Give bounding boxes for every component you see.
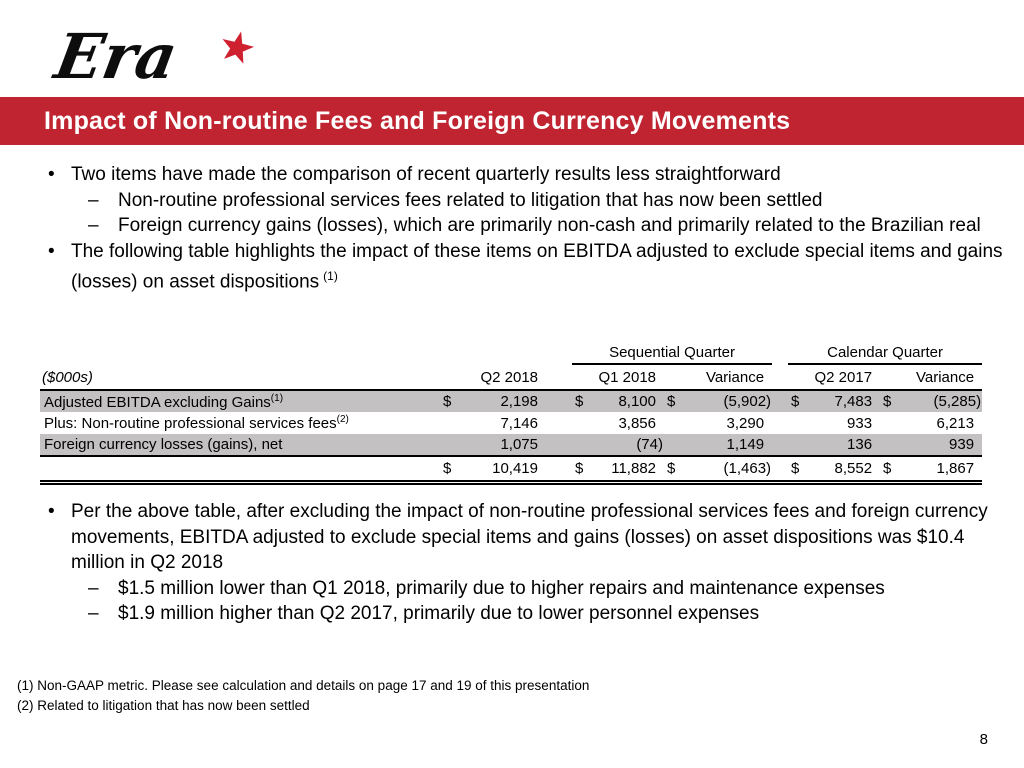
sub-bullet-text: $1.9 million higher than Q2 2017, primarily due to lower personnel expenses	[118, 603, 760, 624]
value-q2-2017: 7,483	[812, 390, 880, 412]
table-cell-empty	[546, 434, 572, 456]
dollar-sign: $	[880, 390, 896, 412]
value-variance-seq: 1,149	[680, 434, 772, 456]
bullet-text-body: The following table highlights the impact of these items on EBITDA adjusted to exclude special items and gains (losses) on asset dispositions	[71, 240, 1003, 293]
total-q2-2018: 10,419	[466, 456, 546, 482]
era-logo-text: Era	[49, 19, 183, 93]
bullet-item	[40, 239, 1005, 295]
dollar-sign: $	[572, 390, 596, 412]
top-bullet-list	[40, 162, 1005, 295]
table-row-total	[40, 456, 982, 482]
column-header-row	[40, 364, 982, 390]
sub-bullet-item	[88, 213, 1005, 239]
table-cell-empty	[440, 412, 466, 434]
table-cell-empty	[546, 390, 572, 412]
table-row-adjusted-ebitda	[40, 390, 982, 412]
table-cell-empty	[772, 364, 788, 390]
table-cell-empty	[772, 390, 788, 412]
column-header-variance-cal: Variance	[880, 364, 982, 390]
bullet-marker: •	[48, 501, 55, 522]
total-variance-seq: (1,463)	[680, 456, 772, 482]
table-cell-empty	[440, 434, 466, 456]
table-cell-empty	[788, 434, 812, 456]
total-variance-cal: 1,867	[896, 456, 982, 482]
table-cell-empty	[40, 456, 440, 482]
ebitda-impact-table-wrap	[40, 338, 982, 485]
value-q1-2018: 3,856	[618, 414, 656, 432]
bottom-bullet-list	[40, 499, 1005, 627]
bullet-text	[71, 239, 1005, 295]
bullet-text: Per the above table, after excluding the impact of non-routine professional services fees and foreign currency movements, EBITDA adjusted to exclude special items and gains (losses) on asset dispositions was $10.4 million in Q2 2018	[71, 501, 988, 573]
table-cell-empty	[572, 434, 596, 456]
star-icon	[218, 28, 257, 66]
table-cell-empty	[664, 412, 680, 434]
table-cell-empty	[880, 412, 896, 434]
bullet-item	[40, 499, 1005, 576]
table-cell-empty	[546, 364, 572, 390]
sub-bullet-text: $1.5 million lower than Q1 2018, primarily due to higher repairs and maintenance expenses	[118, 577, 885, 599]
value-variance-cal: 939	[896, 434, 982, 456]
column-header-variance-seq: Variance	[664, 364, 772, 390]
table-cell-empty	[772, 434, 788, 456]
row-label	[40, 434, 440, 456]
sub-bullet-item	[88, 188, 1005, 214]
dollar-sign: $	[880, 456, 896, 482]
page-number: 8	[979, 731, 988, 748]
table-cell-empty	[40, 338, 572, 364]
table-cell-empty	[880, 434, 896, 456]
table-cell-empty	[572, 412, 596, 434]
footnote-reference: (2)	[336, 414, 349, 425]
sub-bullet-text: Foreign currency gains (losses), which are primarily non-cash and primarily related to the Brazilian real	[118, 215, 981, 236]
sub-bullet-item	[88, 576, 1005, 602]
sub-bullet-item	[88, 601, 1005, 627]
footnote-reference: (1)	[323, 269, 338, 283]
table-cell-empty	[772, 412, 788, 434]
row-label-text: Foreign currency losses (gains), net	[44, 436, 283, 453]
footnotes	[17, 676, 589, 716]
value-variance-cal: 6,213	[936, 414, 975, 432]
table-row-professional-fees	[40, 412, 982, 434]
column-header-q2-2018: Q2 2018	[440, 364, 546, 390]
value-q2-2017: 136	[812, 434, 880, 456]
table-cell-empty	[546, 456, 572, 482]
footnote-1: (1) Non-GAAP metric. Please see calculation and details on page 17 and 19 of this presentation	[17, 678, 590, 693]
value-variance-cal: (5,285)	[896, 390, 982, 412]
dash-marker: –	[88, 603, 99, 624]
value-q2-2018: 2,198	[466, 390, 546, 412]
value-q2-2017: 933	[847, 414, 873, 432]
value-q1-2018: (74)	[596, 434, 664, 456]
dollar-sign: $	[440, 456, 466, 482]
dollar-sign: $	[664, 390, 680, 412]
value-variance-seq: (5,902)	[680, 390, 772, 412]
table-cell-empty	[664, 434, 680, 456]
total-q1-2018: 11,882	[596, 456, 664, 482]
group-header-calendar-quarter: Calendar Quarter	[788, 338, 982, 364]
footnote-2: (2) Related to litigation that has now been settled	[17, 698, 310, 713]
row-label-text: Plus: Non-routine professional services fees	[44, 415, 337, 432]
dollar-sign: $	[788, 456, 812, 482]
bullet-item	[40, 162, 1005, 188]
title-banner	[0, 97, 1024, 145]
row-label	[40, 412, 440, 434]
footnote-reference: (1)	[270, 392, 284, 404]
value-q2-2018: 1,075	[466, 434, 546, 456]
column-header-q1-2018: Q1 2018	[572, 364, 664, 390]
dash-marker: –	[88, 577, 99, 599]
ebitda-impact-table	[40, 338, 982, 485]
value-q1-2018: 8,100	[596, 390, 664, 412]
sub-bullet-text: Non-routine professional services fees related to litigation that has now been settled	[118, 189, 823, 211]
dollar-sign: $	[440, 390, 466, 412]
units-label: ($000s)	[40, 364, 440, 390]
value-variance-seq: 3,290	[726, 414, 765, 432]
group-header-sequential-quarter: Sequential Quarter	[572, 338, 772, 364]
row-label	[40, 390, 440, 412]
slide-title: Impact of Non-routine Fees and Foreign Currency Movements	[44, 106, 791, 135]
column-header-q2-2017: Q2 2017	[788, 364, 880, 390]
total-q2-2017: 8,552	[812, 456, 880, 482]
dollar-sign: $	[664, 456, 680, 482]
dollar-sign: $	[572, 456, 596, 482]
table-cell-empty	[546, 412, 572, 434]
row-label-text: Adjusted EBITDA excluding Gains	[44, 393, 271, 411]
era-logo-graphic	[44, 12, 274, 98]
table-row-foreign-currency	[40, 434, 982, 456]
value-q2-2018: 7,146	[500, 414, 538, 432]
dash-marker: –	[88, 189, 99, 211]
era-logo	[44, 12, 274, 98]
dash-marker: –	[88, 215, 99, 236]
bullet-marker: •	[48, 240, 55, 262]
group-header-row	[40, 338, 982, 364]
table-cell-empty	[772, 338, 788, 364]
bullet-text: Two items have made the comparison of recent quarterly results less straightforward	[71, 164, 781, 185]
dollar-sign: $	[788, 390, 812, 412]
table-cell-empty	[788, 412, 812, 434]
bullet-marker: •	[48, 164, 55, 185]
table-cell-empty	[772, 456, 788, 482]
